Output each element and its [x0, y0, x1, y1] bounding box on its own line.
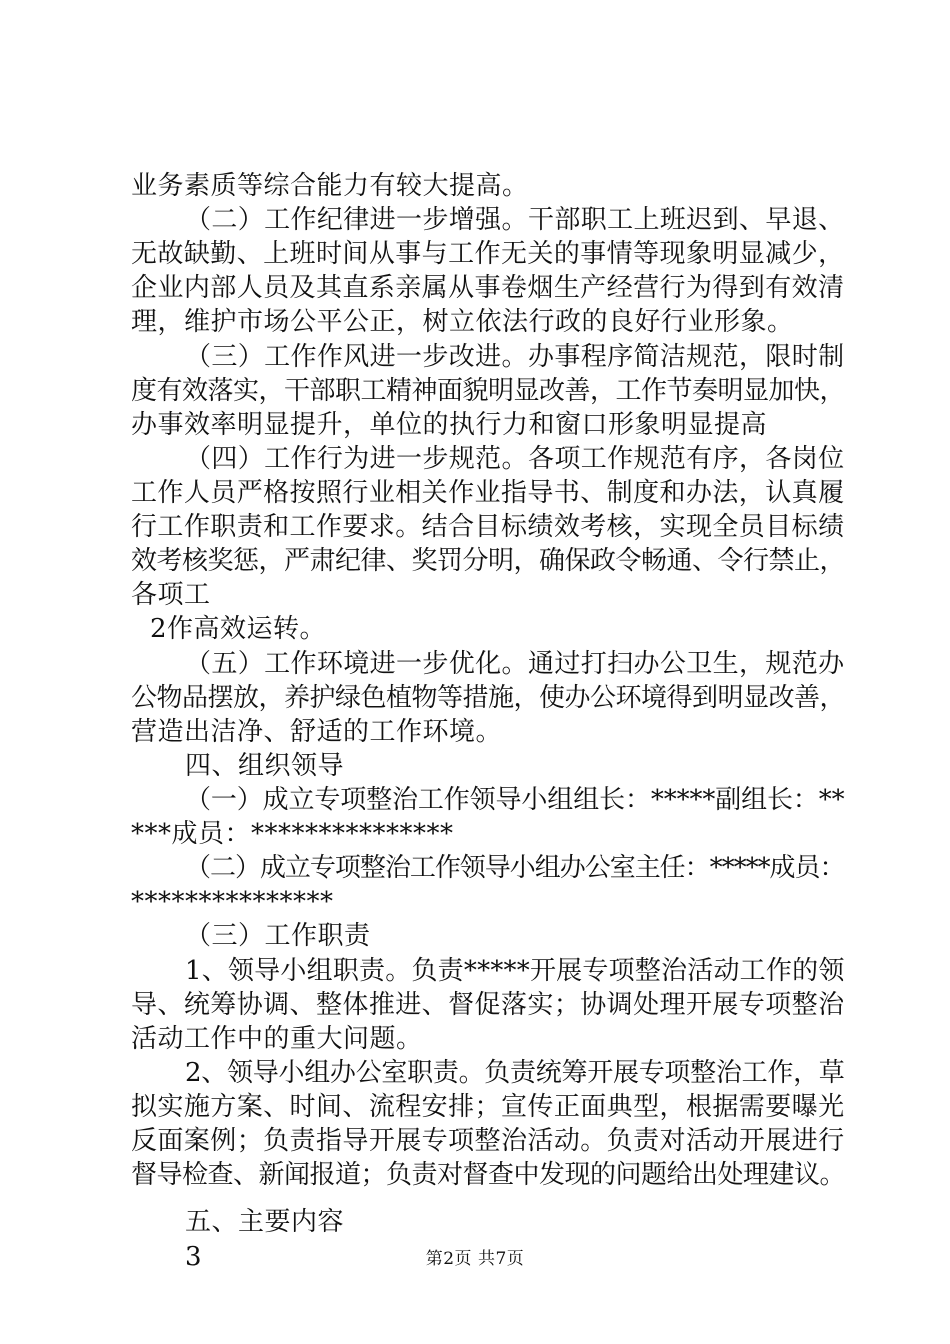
- text-line: 营造出洁净、舒适的工作环境。: [131, 717, 503, 747]
- text-line: 效考核奖惩，严肃纪律、奖罚分明，确保政令畅通、令行禁止，: [131, 546, 846, 576]
- text-line: 工作人员严格按照行业相关作业指导书、制度和办法，认真履: [131, 478, 845, 508]
- text-line: 导、统筹协调、整体推进、督促落实；协调处理开展专项整治: [131, 990, 845, 1020]
- text-line: 四、组织领导: [185, 751, 345, 781]
- text-line: 拟实施方案、时间、流程安排；宣传正面典型，根据需要曝光: [131, 1092, 845, 1122]
- text-line: 2、领导小组办公室职责。负责统筹开展专项整治工作，草: [185, 1058, 845, 1088]
- text-line: ***成员：***************: [131, 819, 454, 849]
- text-line: 3: [185, 1242, 203, 1272]
- text-line: 公物品摆放，养护绿色植物等措施，使办公环境得到明显改善，: [131, 683, 846, 713]
- text-line: 企业内部人员及其直系亲属从事卷烟生产经营行为得到有效清: [131, 273, 845, 303]
- page-footer: 第2页 共7页: [425, 1249, 525, 1269]
- text-line: （四）工作行为进一步规范。各项工作规范有序，各岗位: [185, 444, 845, 474]
- text-line: （二）工作纪律进一步增强。干部职工上班迟到、早退、: [185, 205, 845, 235]
- text-line: （一）成立专项整治工作领导小组组长：*****副组长：**: [185, 785, 845, 815]
- text-line: 业务素质等综合能力有较大提高。: [131, 171, 529, 201]
- text-line: 理，维护市场公平公正，树立依法行政的良好行业形象。: [131, 307, 794, 337]
- text-line: 活动工作中的重大问题。: [131, 1024, 423, 1054]
- text-line: （三）工作职责: [185, 921, 371, 951]
- text-line: 督导检查、新闻报道；负责对督查中发现的问题给出处理建议。: [131, 1160, 846, 1190]
- text-line: （二）成立专项整治工作领导小组办公室主任：*****成员：: [185, 853, 845, 883]
- text-line: 办事效率明显提升，单位的执行力和窗口形象明显提高: [131, 410, 768, 440]
- text-line: 反面案例；负责指导开展专项整治活动。负责对活动开展进行: [131, 1126, 845, 1156]
- text-line: 1、领导小组职责。负责*****开展专项整治活动工作的领: [185, 956, 845, 986]
- text-line: （三）工作作风进一步改进。办事程序简洁规范，限时制: [185, 342, 845, 372]
- text-line: ***************: [131, 887, 334, 917]
- text-line: 各项工: [131, 580, 211, 610]
- text-line: 度有效落实，干部职工精神面貌明显改善，工作节奏明显加快，: [131, 376, 846, 406]
- text-line: 2作高效运转。: [150, 614, 327, 644]
- text-line: 行工作职责和工作要求。结合目标绩效考核，实现全员目标绩: [131, 512, 845, 542]
- text-line: 无故缺勤、上班时间从事与工作无关的事情等现象明显减少，: [131, 239, 845, 269]
- text-line: （五）工作环境进一步优化。通过打扫办公卫生，规范办: [185, 649, 845, 679]
- text-line: 五、主要内容: [185, 1207, 345, 1237]
